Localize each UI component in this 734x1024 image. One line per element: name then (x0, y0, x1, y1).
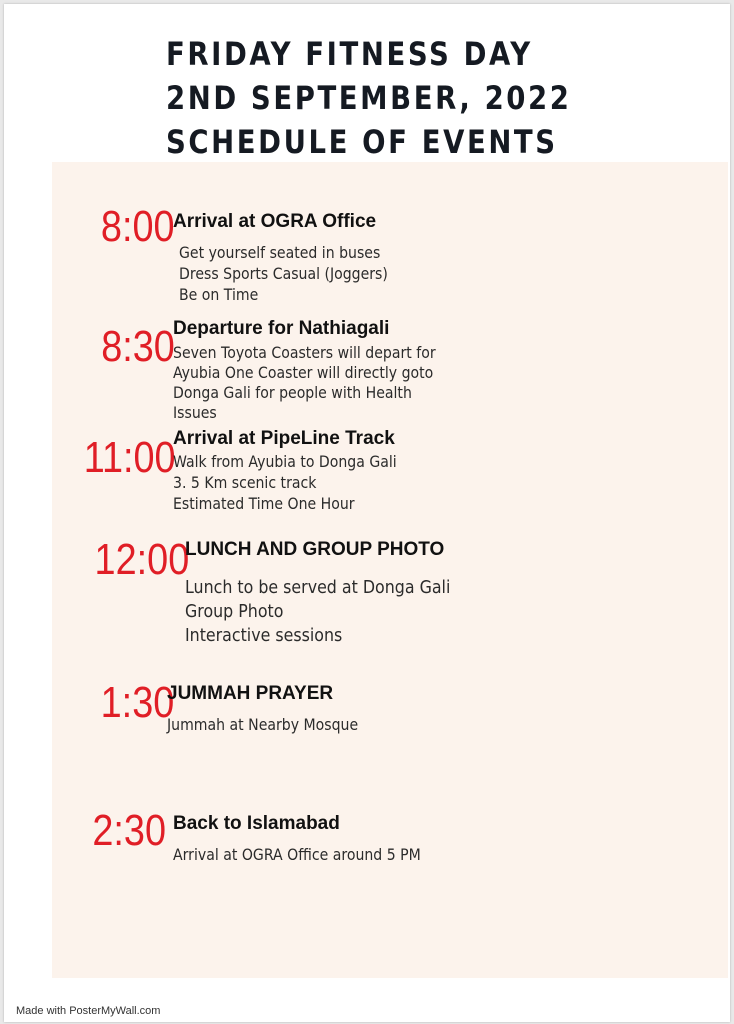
event-details (173, 451, 427, 514)
event-title: Arrival at PipeLine Track (173, 428, 395, 449)
event-title: Departure for Nathiagali (173, 318, 390, 339)
event-detail-line: Estimated Time One Hour (173, 494, 355, 513)
event-title: Back to Islamabad (173, 813, 340, 834)
event-detail-line: Dress Sports Casual (Joggers) (179, 264, 388, 283)
event-detail-line: Arrival at OGRA Office around 5 PM (173, 845, 421, 864)
event-time: 8:30 (101, 322, 175, 371)
event-time: 12:00 (94, 535, 190, 584)
event-details (179, 242, 416, 305)
title-line-event-name: FRIDAY FITNESS DAY (166, 35, 533, 73)
event-detail-line: Walk from Ayubia to Donga Gali (173, 452, 397, 471)
event-detail-line: Group Photo (185, 601, 284, 622)
event-title: LUNCH AND GROUP PHOTO (185, 539, 445, 560)
event-time: 8:00 (100, 202, 175, 251)
event-detail-line: Ayubia One Coaster will directly goto (173, 363, 434, 382)
title-line-schedule: SCHEDULE OF EVENTS (166, 123, 558, 161)
event-detail-line: Interactive sessions (185, 625, 343, 646)
event-title: JUMMAH PRAYER (167, 683, 334, 704)
event-detail-line: Seven Toyota Coasters will depart for (173, 343, 436, 362)
event-detail-line: Be on Time (179, 285, 259, 304)
event-time: 11:00 (83, 433, 176, 482)
event-detail-line: Get yourself seated in buses (179, 243, 381, 262)
footer-credit: Made with PosterMyWall.com (16, 1005, 161, 1017)
event-detail-line: 3. 5 Km scenic track (173, 473, 317, 492)
event-time: 2:30 (92, 806, 166, 855)
schedule-panel (52, 162, 728, 978)
event-details (185, 576, 487, 648)
event-details (173, 343, 471, 423)
event-details (173, 844, 455, 866)
title-line-date: 2ND SEPTEMBER, 2022 (166, 79, 572, 117)
poster-title (166, 32, 666, 164)
event-details (167, 714, 384, 736)
event-detail-line: Lunch to be served at Donga Gali (185, 577, 451, 598)
event-detail-line: Donga Gali for people with Health (173, 383, 412, 402)
event-detail-line: Issues (173, 403, 217, 422)
event-detail-line: Jummah at Nearby Mosque (167, 715, 359, 734)
event-time: 1:30 (100, 678, 175, 727)
event-title: Arrival at OGRA Office (173, 211, 377, 232)
